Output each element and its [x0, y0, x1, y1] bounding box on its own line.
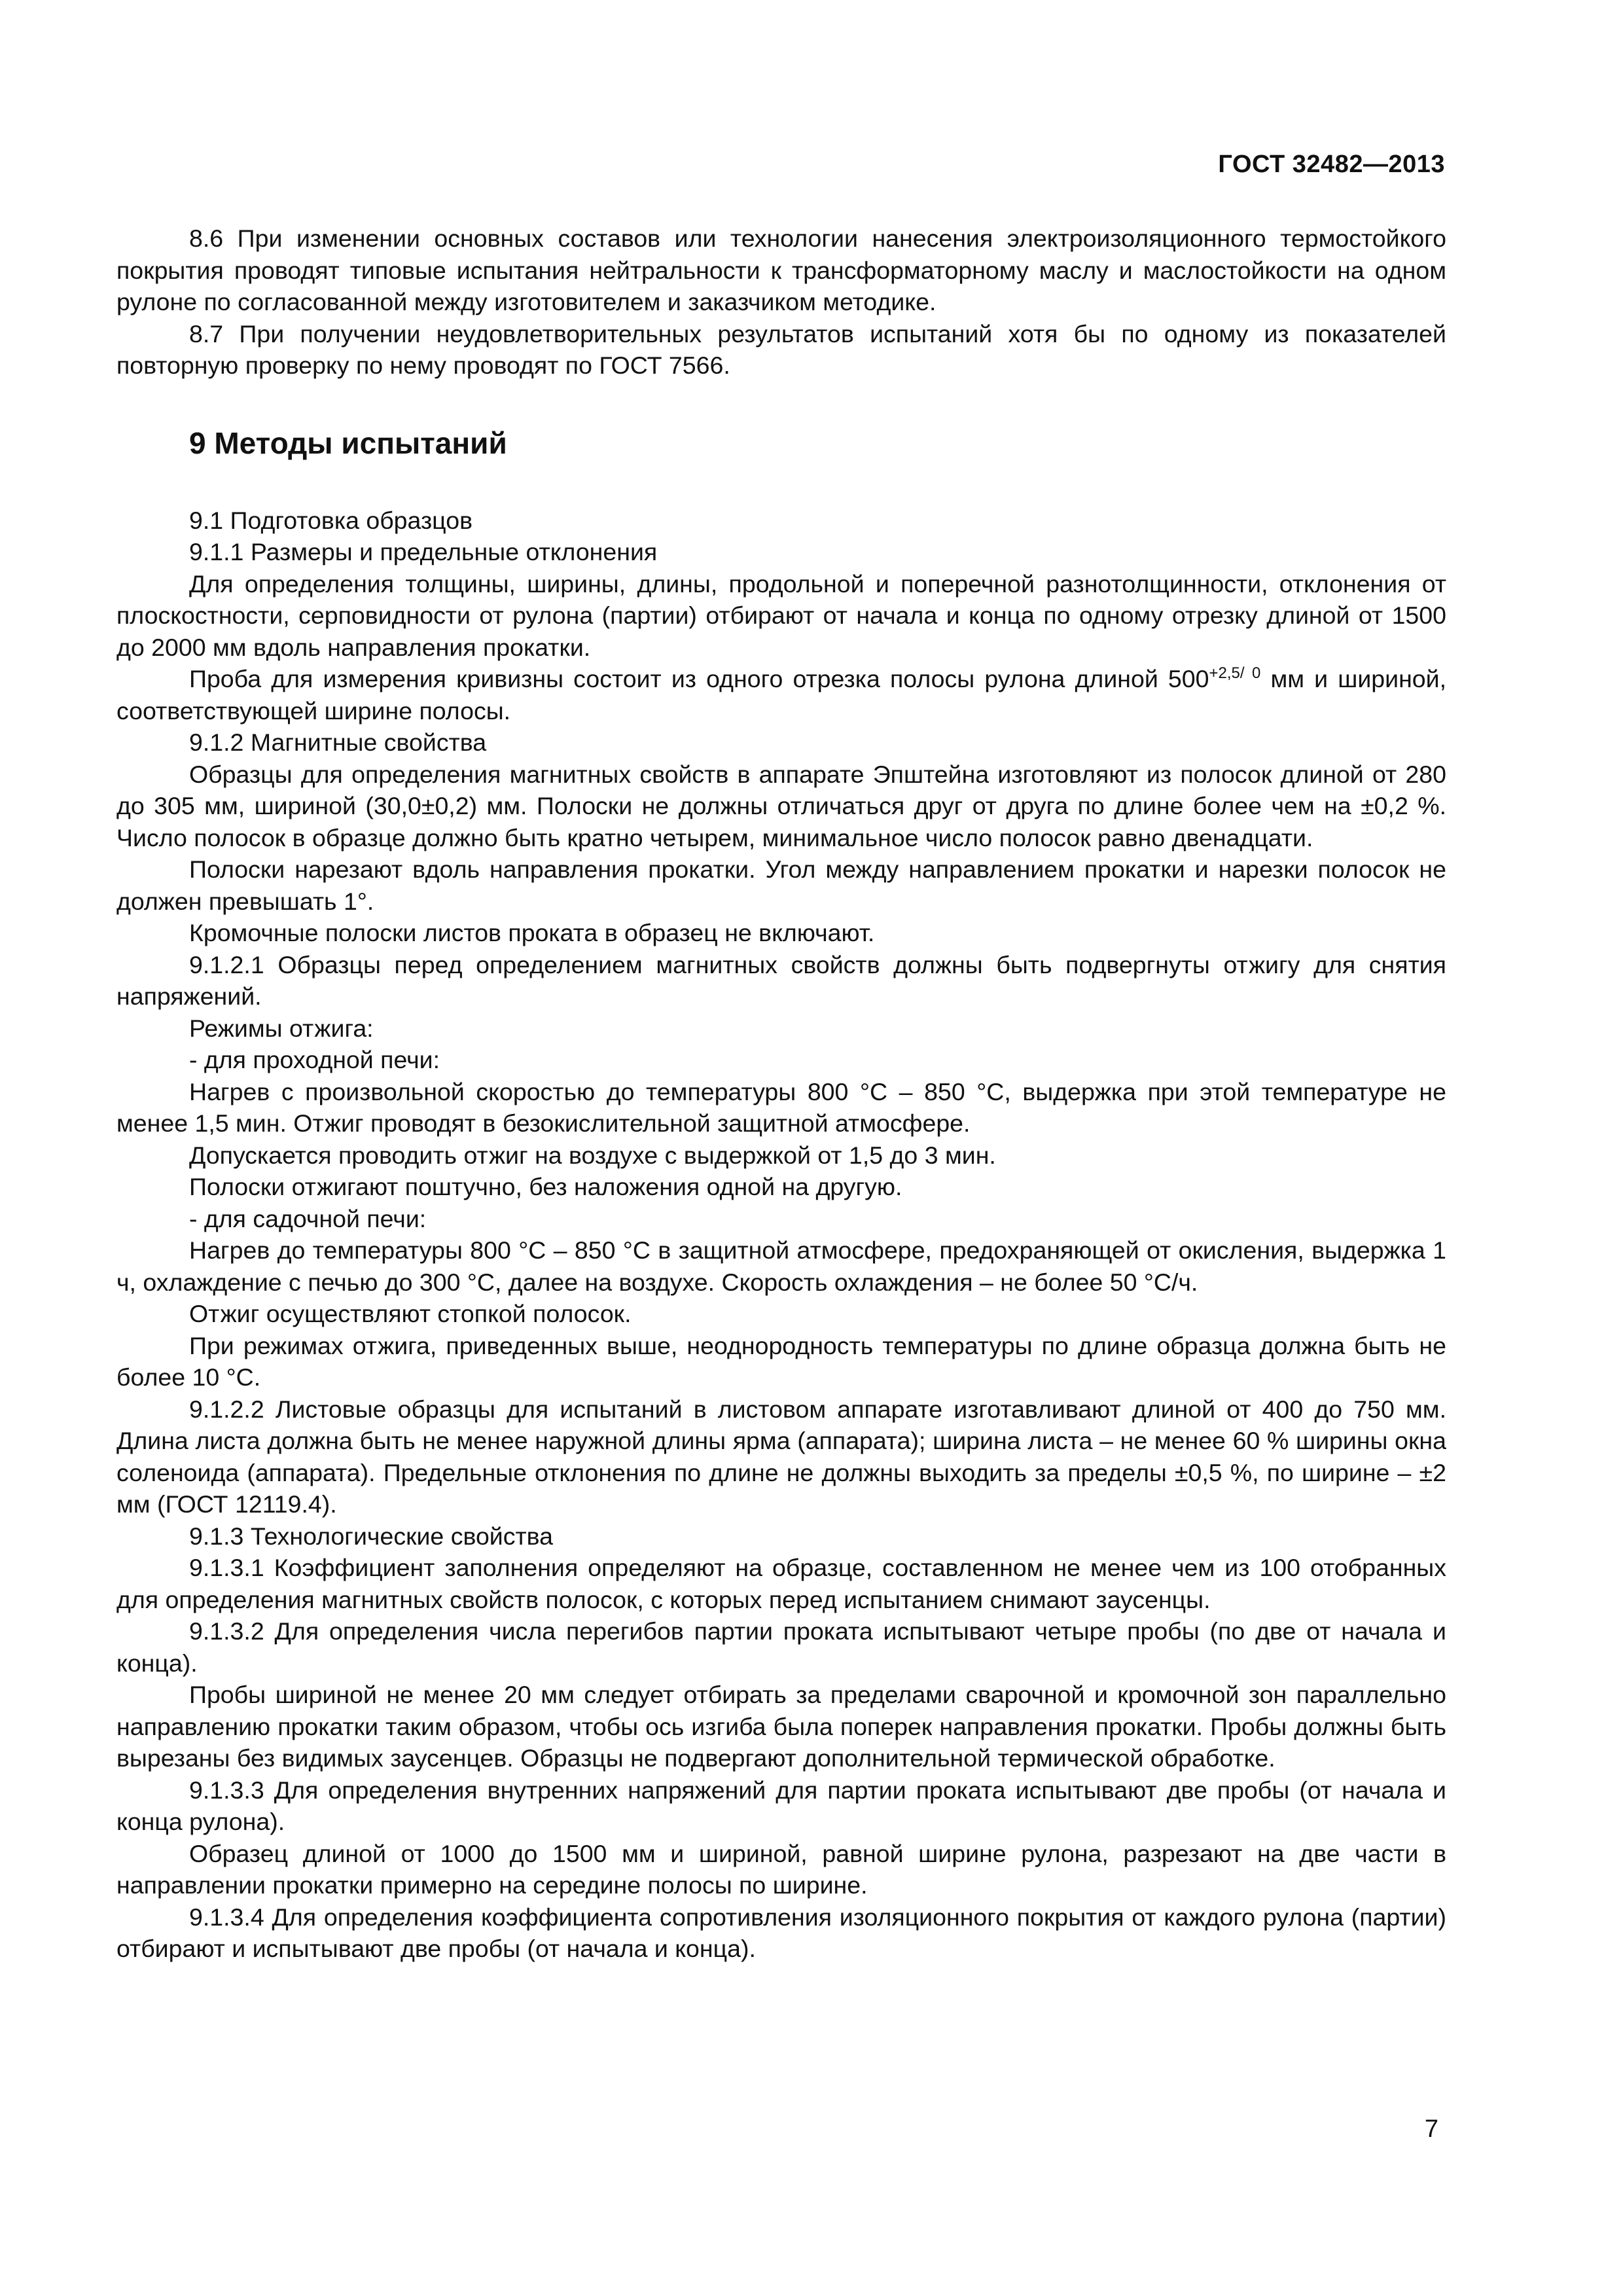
paragraph: Допускается проводить отжиг на воздухе с выдержкой от 1,5 до 3 мин.: [189, 1141, 996, 1169]
paragraph: 9.1.3.2 Для определения числа перегибов партии проката испытывают четыре пробы (по две от начала и конца).: [116, 1617, 1446, 1677]
paragraph-9-1-1: 9.1.1 Размеры и предельные отклонения: [189, 538, 658, 565]
paragraph: Режимы отжига:: [189, 1014, 374, 1042]
paragraph: - для проходной печи:: [189, 1046, 440, 1073]
paragraph-8-6: 8.6 При изменении основных составов или технологии нанесения электроизоляционного термостойкого покрытия проводят типовые испытания нейтральности к трансформаторному маслу и маслостойкости на одном рулоне по согласованной между изготовителем и заказчиком методике.: [116, 224, 1446, 315]
paragraph-curvature: [116, 663, 1446, 726]
paragraph: - для садочной печи:: [189, 1204, 427, 1232]
paragraph: Нагрев до температуры 800 °С – 850 °С в защитной атмосфере, предохраняющей от окисления, выдержка 1 ч, охлаждение с печью до 300 °С, далее на воздухе. Скорость охлаждения – не более 50 °С/ч.: [116, 1236, 1446, 1296]
curvature-text-after: мм и шириной, соответствующей ширине полосы.: [116, 665, 1447, 725]
paragraph: Полоски нарезают вдоль направления прокатки. Угол между направлением прокатки и нарезки полосок не должен превышать 1°.: [116, 855, 1446, 915]
paragraph-9-1: 9.1 Подготовка образцов: [189, 506, 473, 534]
paragraph: 9.1.2.1 Образцы перед определением магнитных свойств должны быть подвергнуты отжигу для снятия напряжений.: [116, 950, 1446, 1010]
paragraph: 9.1.3 Технологические свойства: [189, 1522, 554, 1550]
paragraph: Образец длиной от 1000 до 1500 мм и шириной, равной ширине рулона, разрезают на две части в направлении прокатки примерно на середине полосы по ширине.: [116, 1839, 1446, 1899]
paragraph: 9.1.2 Магнитные свойства: [189, 728, 487, 756]
paragraph: Отжиг осуществляют стопкой полосок.: [189, 1300, 632, 1327]
paragraph: Пробы шириной не менее 20 мм следует отбирать за пределами сварочной и кромочной зон параллельно направлению прокатки таким образом, чтобы ось изгиба была поперек направления прокатки. Пробы должны быть вырезаны без видимых заусенцев. Образцы не подвергают дополнительной термической обработке.: [116, 1681, 1446, 1772]
document-code: ГОСТ 32482—2013: [1218, 151, 1445, 178]
paragraph: Образцы для определения магнитных свойств в аппарате Эпштейна изготовляют из полосок длиной от 280 до 305 мм, шириной (30,0±0,2) мм. Полоски не должны отличаться друг от друга по длине более чем на ±0,2 %. Число полосок в образце должно быть кратно четырем, минимальное число полосок равно двенадцати.: [116, 760, 1446, 852]
curvature-text-before: Проба для измерения кривизны состоит из одного отрезка полосы рулона длиной 500: [189, 665, 1209, 692]
paragraph: Нагрев с произвольной скоростью до температуры 800 °С – 850 °С, выдержка при этой температуре не менее 1,5 мин. Отжиг проводят в безокислительной защитной атмосфере.: [116, 1077, 1446, 1137]
document-body: [116, 223, 1446, 1965]
paragraph: При режимах отжига, приведенных выше, неоднородность температуры по длине образца должна быть не более 10 °С.: [116, 1331, 1446, 1391]
paragraph-thickness: Для определения толщины, ширины, длины, продольной и поперечной разнотолщинности, отклонения от плоскостности, серповидности от рулона (партии) отбирают от начала и конца по одному отрезку длиной от 1500 до 2000 мм вдоль направления прокатки.: [116, 569, 1446, 661]
paragraph: 9.1.3.1 Коэффициент заполнения определяют на образце, составленном не менее чем из 100 отобранных для определения магнитных свойств полосок, с которых перед испытанием снимают заусенцы.: [116, 1554, 1446, 1613]
paragraph: 9.1.3.4 Для определения коэффициента сопротивления изоляционного покрытия от каждого рулона (партии) отбирают и испытывают две пробы (от начала и конца).: [116, 1903, 1446, 1962]
paragraph: 9.1.2.2 Листовые образцы для испытаний в листовом аппарате изготавливают длиной от 400 до 750 мм. Длина листа должна быть не менее наружной длины ярма (аппарата); ширина листа – не менее 60 % ширины окна соленоида (аппарата). Предельные отклонения по длине не должны выходить за пределы ±0,5 %, по ширине – ±2 мм (ГОСТ 12119.4).: [116, 1395, 1446, 1518]
page-number: 7: [1424, 2115, 1438, 2143]
paragraph: 9.1.3.3 Для определения внутренних напряжений для партии проката испытывают две пробы (от начала и конца рулона).: [116, 1776, 1446, 1835]
section-title: 9 Методы испытаний: [189, 425, 507, 460]
paragraph: Кромочные полоски листов проката в образец не включают.: [189, 919, 875, 946]
paragraph: Полоски отжигают поштучно, без наложения одной на другую.: [189, 1173, 902, 1200]
paragraph-8-7: 8.7 При получении неудовлетворительных результатов испытаний хотя бы по одному из показателей повторную проверку по нему проводят по ГОСТ 7566.: [116, 319, 1446, 379]
curvature-tolerance: +2,5/ 0: [1209, 664, 1261, 682]
